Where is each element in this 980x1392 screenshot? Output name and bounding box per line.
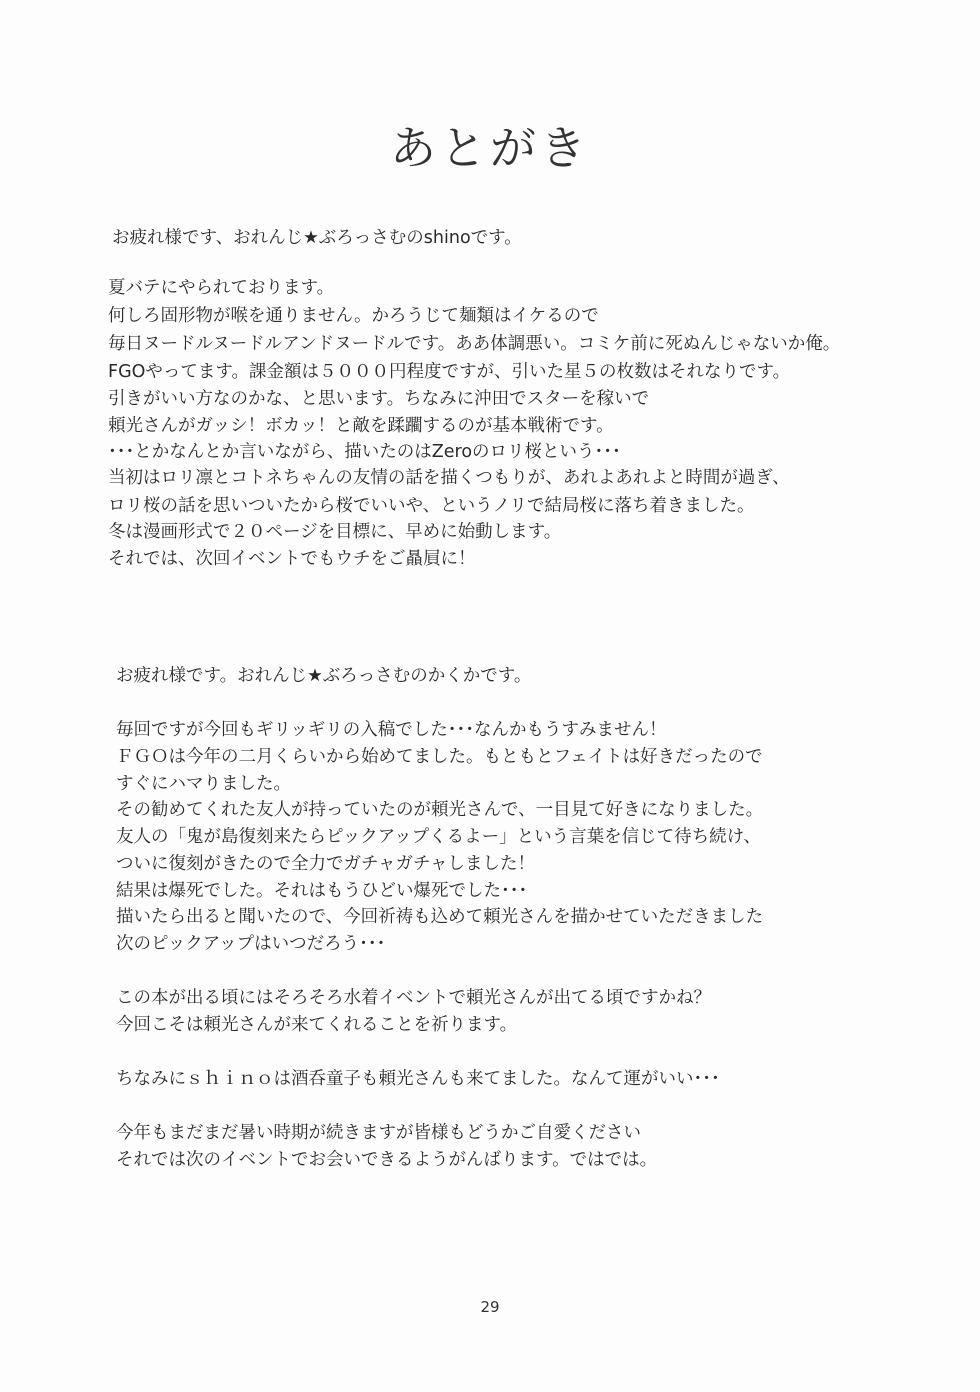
- text-line: ロリ桜の話を思いついたから桜でいいや、というノリで結局桜に落ち着きました。: [108, 496, 755, 516]
- greeting-line: お疲れ様です、おれんじ★ぶろっさむのshinoです。: [112, 228, 522, 248]
- text-line: 描いたら出ると聞いたので、今回祈祷も込めて頼光さんを描かせていただきました: [116, 907, 764, 927]
- text-line: 毎日ヌードルヌードルアンドヌードルです。ああ体調悪い。コミケ前に死ぬんじゃないか俺。: [108, 334, 841, 354]
- text-line: FGOやってます。課金額は５０００円程度ですが、引いた星５の枚数はそれなりです。: [108, 362, 791, 382]
- page-title: あとがき: [390, 121, 590, 175]
- text-line: それでは次のイベントでお会いできるようがんばります。ではでは。: [116, 1150, 658, 1170]
- text-line: 何しろ固形物が喉を通りません。かろうじて麺類はイケるので: [108, 306, 599, 326]
- text-line: 冬は漫画形式で２０ページを目標に、早めに始動します。: [108, 522, 562, 542]
- text-line: すぐにハマりました。: [116, 774, 291, 794]
- text-line: ･･･とかなんとか言いながら、描いたのはZeroのロリ桜という･･･: [108, 442, 621, 462]
- text-line: ついに復刻がきたので全力でガチャガチャしました！: [116, 854, 535, 874]
- text-line: 今年もまだまだ暑い時期が続きますが皆様もどうかご自愛ください: [116, 1123, 641, 1143]
- greeting-line: お疲れ様です。おれんじ★ぶろっさむのかくかです。: [116, 666, 532, 686]
- text-line: 当初はロリ凛とコトネちゃんの友情の話を描くつもりが、あれよあれよと時間が過ぎ、: [108, 468, 790, 488]
- text-line: その勧めてくれた友人が持っていたのが頼光さんで、一目見て好きになりました。: [116, 800, 764, 820]
- page-number: 29: [480, 1298, 500, 1316]
- text-line: ちなみにｓｈｉｎｏは酒呑童子も頼光さんも来てました。なんて運がいい･･･: [116, 1069, 720, 1089]
- text-line: ＦＧＯは今年の二月くらいから始めてました。もともとフェイトは好きだったので: [116, 747, 763, 767]
- text-line: 引きがいい方なのかな、と思います。ちなみに沖田でスターを稼いで: [108, 389, 650, 409]
- text-line: この本が出る頃にはそろそろ水着イベントで頼光さんが出てる頃ですかね？: [116, 988, 711, 1008]
- text-line: 夏バテにやられております。: [108, 278, 335, 298]
- text-line: 今回こそは頼光さんが来てくれることを祈ります。: [116, 1015, 518, 1035]
- text-line: それでは、次回イベントでもウチをご贔屓に！: [108, 549, 476, 569]
- text-line: 結果は爆死でした。それはもうひどい爆死でした･･･: [116, 881, 528, 901]
- text-line: 次のピックアップはいつだろう･･･: [116, 934, 386, 954]
- text-line: 友人の「鬼が島復刻来たらピックアップくるよー」という言葉を信じて待ち続け、: [116, 827, 761, 847]
- text-line: 毎回ですが今回もギリッギリの入稿でした･･･なんかもうすみません！: [116, 720, 667, 740]
- text-line: 頼光さんがガッシ！ボカッ！と敵を蹂躙するのが基本戦術です。: [108, 416, 614, 436]
